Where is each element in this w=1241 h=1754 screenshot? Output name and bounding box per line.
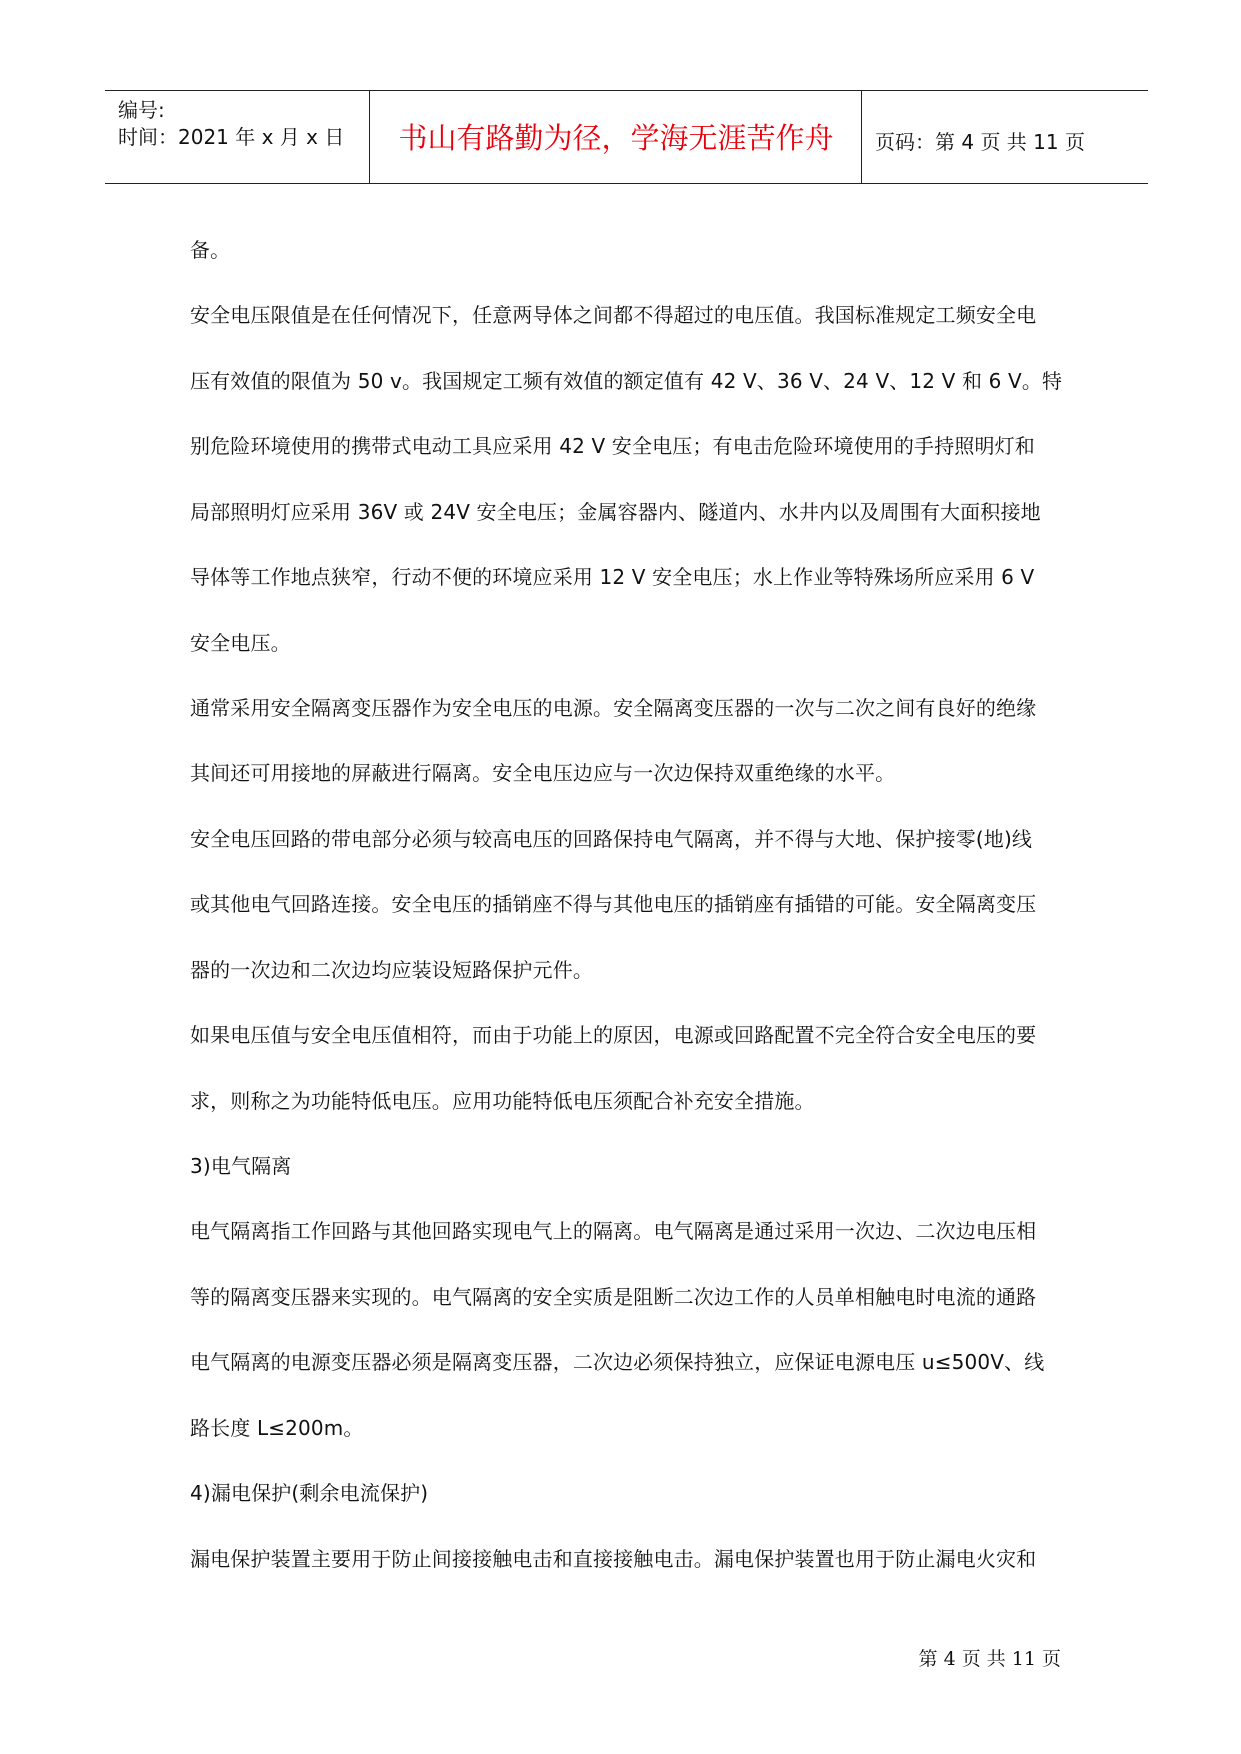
header-motto: 书山有路勤为径，学海无涯苦作舟	[398, 121, 834, 155]
body-line: 通常采用安全隔离变压器作为安全电压的电源。安全隔离变压器的一次与二次之间有良好的绝缘	[190, 696, 1037, 720]
body-line: 电气隔离指工作回路与其他回路实现电气上的隔离。电气隔离是通过采用一次边、二次边电压相	[190, 1219, 1037, 1243]
body-line: 局部照明灯应采用 36V 或 24V 安全电压；金属容器内、隧道内、水井内以及周围有大面积接地	[190, 500, 1041, 524]
body-line: 路长度 L≤200m。	[190, 1416, 364, 1440]
body-line: 备。	[190, 238, 231, 262]
body-line: 电气隔离的电源变压器必须是隔离变压器，二次边必须保持独立，应保证电源电压 u≤500V、线	[190, 1350, 1045, 1374]
body-line: 器的一次边和二次边均应装设短路保护元件。	[190, 958, 593, 982]
header-page-label: 页码：第 4 页 共 11 页	[875, 130, 1085, 154]
body-line: 导体等工作地点狭窄，行动不便的环境应采用 12 V 安全电压；水上作业等特殊场所应采用 6 V	[190, 565, 1035, 589]
body-line: 安全电压回路的带电部分必须与较高电压的回路保持电气隔离，并不得与大地、保护接零(地)线	[190, 827, 1033, 851]
document-date-label: 时间：2021 年 x 月 x 日	[118, 125, 345, 149]
body-line: 求，则称之为功能特低电压。应用功能特低电压须配合补充安全措施。	[190, 1089, 815, 1113]
header-divider-right	[861, 90, 862, 183]
body-line: 或其他电气回路连接。安全电压的插销座不得与其他电压的插销座有插错的可能。安全隔离变压	[190, 892, 1037, 916]
body-line: 安全电压。	[190, 631, 291, 655]
section-heading: 4)漏电保护(剩余电流保护)	[190, 1481, 429, 1505]
section-heading: 3)电气隔离	[190, 1154, 292, 1178]
header-top-rule	[105, 90, 1148, 91]
body-line: 别危险环境使用的携带式电动工具应采用 42 V 安全电压；有电击危险环境使用的手持照明灯和	[190, 434, 1035, 458]
body-line: 其间还可用接地的屏蔽进行隔离。安全电压边应与一次边保持双重绝缘的水平。	[190, 761, 896, 785]
body-line: 等的隔离变压器来实现的。电气隔离的安全实质是阻断二次边工作的人员单相触电时电流的通路	[190, 1285, 1037, 1309]
header-bottom-rule	[105, 183, 1148, 184]
body-line: 如果电压值与安全电压值相符，而由于功能上的原因，电源或回路配置不完全符合安全电压的要	[190, 1023, 1037, 1047]
document-number-label: 编号:	[118, 98, 165, 122]
body-line: 压有效值的限值为 50 v。我国规定工频有效值的额定值有 42 V、36 V、24 V、12 V 和 6 V。特	[190, 369, 1063, 393]
header-divider-left	[369, 90, 370, 183]
footer-page-number: 第 4 页 共 11 页	[918, 1648, 1061, 1670]
body-line: 安全电压限值是在任何情况下，任意两导体之间都不得超过的电压值。我国标准规定工频安全电	[190, 303, 1037, 327]
body-line: 漏电保护装置主要用于防止间接接触电击和直接接触电击。漏电保护装置也用于防止漏电火灾和	[190, 1547, 1037, 1571]
